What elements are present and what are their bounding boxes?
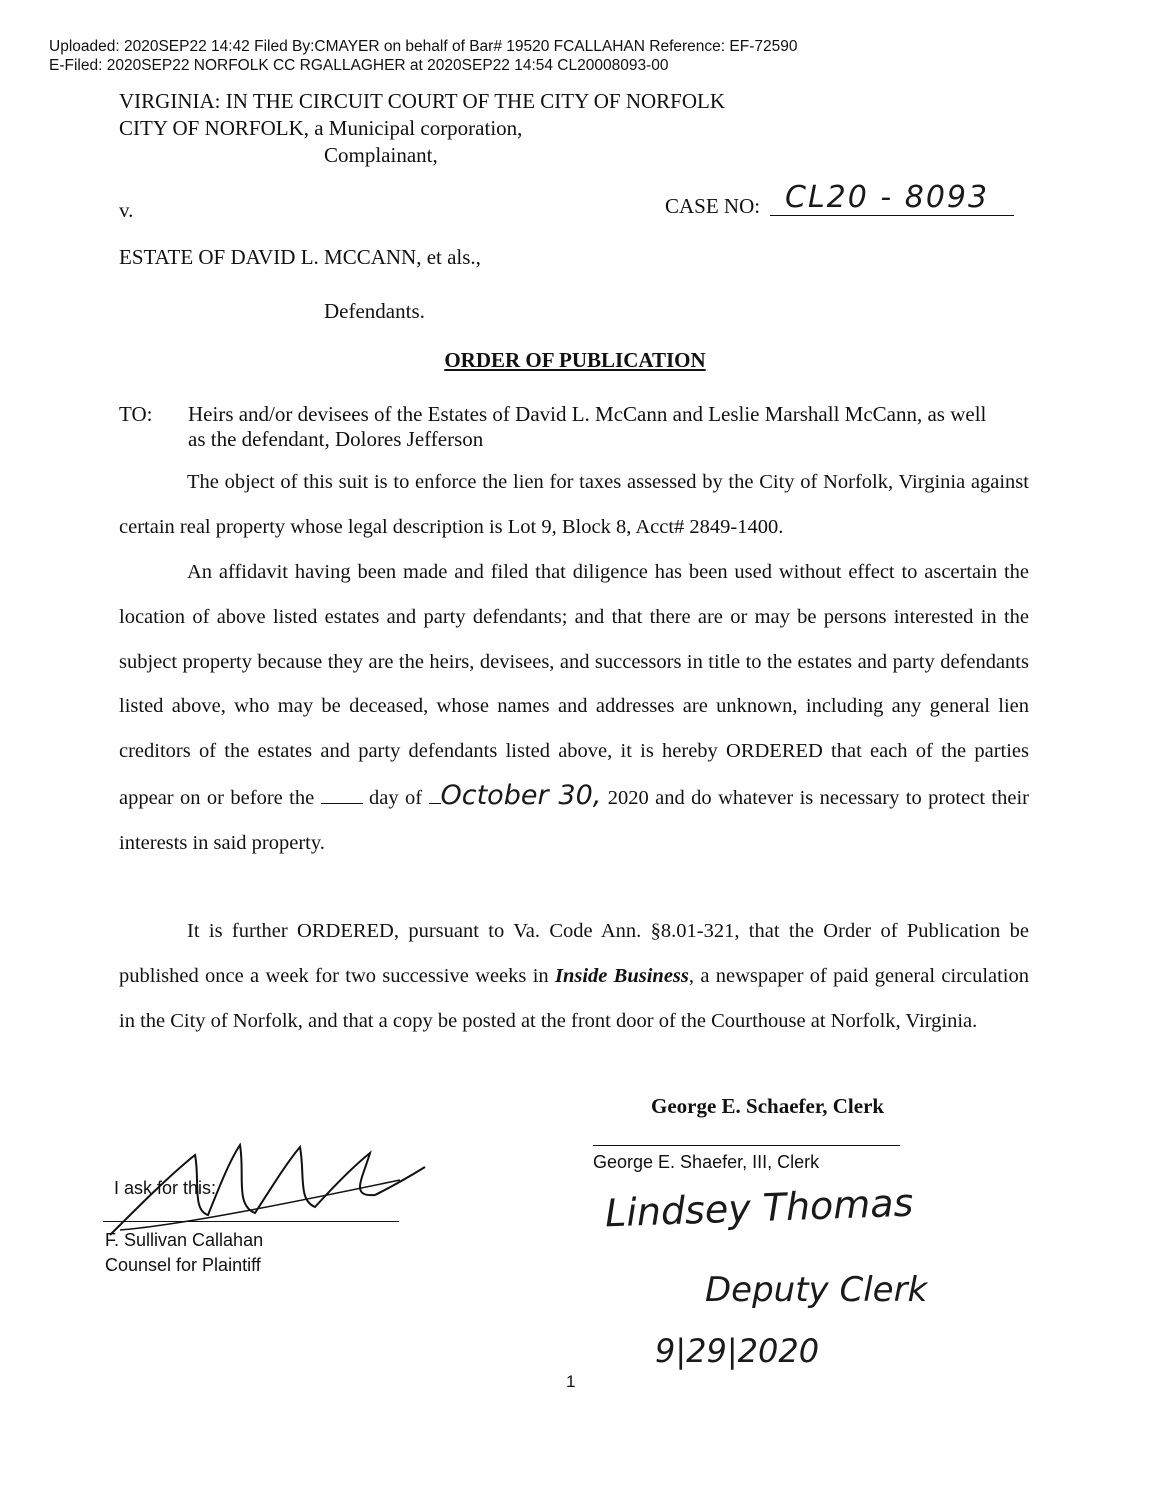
clerk-printed-name: George E. Shaefer, III, Clerk xyxy=(593,1152,820,1172)
clerk-stamped-name: George E. Schaefer, Clerk xyxy=(651,1094,885,1118)
counsel-name: F. Sullivan Callahan xyxy=(105,1230,264,1250)
paragraph-publication-part2: , a newspaper of paid general circulation in the City of Norfolk, and that a copy be posted at the front door of the Courthouse at Norfolk, Virginia. xyxy=(119,964,1030,1032)
handwritten-date: October 30, xyxy=(440,779,602,811)
to-label: TO: xyxy=(119,402,153,426)
efiling-stamp xyxy=(49,37,797,75)
paragraph-publication xyxy=(119,909,1029,1043)
newspaper-name: Inside Business xyxy=(554,964,689,987)
clerk-signature-line xyxy=(593,1145,900,1146)
year-and-rest: 2020 and do whatever is necessary to protect their interests in said property. xyxy=(119,786,1029,854)
efiling-stamp-line1: Uploaded: 2020SEP22 14:42 Filed By:CMAYER on behalf of Bar# 19520 FCALLAHAN Reference: EF-72590 xyxy=(49,38,798,55)
paragraph-affidavit xyxy=(119,550,1029,866)
day-blank xyxy=(321,803,363,804)
case-no-handwritten: CL20 - 8093 xyxy=(785,180,990,215)
counsel-signature-line xyxy=(103,1221,399,1222)
case-no-underline xyxy=(770,215,1014,216)
complainant-role: Complainant, xyxy=(324,143,438,167)
page-number: 1 xyxy=(566,1372,576,1391)
to-line-2: as the defendant, Dolores Jefferson xyxy=(188,427,484,451)
efiling-stamp-line2: E-Filed: 2020SEP22 NORFOLK CC RGALLAGHER at 2020SEP22 14:54 CL20008093-00 xyxy=(49,57,669,74)
paragraph-object-of-suit: The object of this suit is to enforce the lien for taxes assessed by the City of Norfolk, Virginia against certain real property whose legal description is Lot 9, Block 8, Acct# 2849-1400. xyxy=(119,471,1029,538)
case-no-label: CASE NO: xyxy=(665,194,761,218)
defendant-name: ESTATE OF DAVID L. MCCANN, et als., xyxy=(119,245,481,269)
versus: v. xyxy=(119,198,134,222)
deputy-clerk-title-handwritten: Deputy Clerk xyxy=(705,1270,928,1310)
counsel-role: Counsel for Plaintiff xyxy=(105,1255,261,1275)
handwritten-sign-date: 9|29|2020 xyxy=(655,1332,820,1370)
court-heading: VIRGINIA: IN THE CIRCUIT COURT OF THE CITY OF NORFOLK xyxy=(119,89,726,113)
date-blank xyxy=(429,803,441,804)
day-of-text: day of xyxy=(369,786,423,809)
to-line-1: Heirs and/or devisees of the Estates of David L. McCann and Leslie Marshall McCann, as well xyxy=(188,402,987,426)
defendant-role: Defendants. xyxy=(324,299,425,323)
paragraph-publication-part1: It is further ORDERED, pursuant to Va. Code Ann. §8.01-321, that the Order of Publication be published once a week for two successive weeks in xyxy=(119,920,1029,987)
ask-for-this-label: I ask for this: xyxy=(114,1178,217,1198)
paragraph-affidavit-main: An affidavit having been made and filed that diligence has been used without effect to ascertain the location of above listed estates and party defendants; and that there are or may be persons interested in the subject property because they are the heirs, devisees, and successors in title to the estates and party defendants listed above, who may be deceased, whose names and addresses are unknown, including any general lien creditors of the estates and party defendants listed above, it is hereby ORDERED that each of the parties appear on or before the xyxy=(119,561,1029,809)
deputy-clerk-signature: Lindsey Thomas xyxy=(604,1180,915,1236)
document-title: ORDER OF PUBLICATION xyxy=(444,348,706,372)
complainant-name: CITY OF NORFOLK, a Municipal corporation, xyxy=(119,116,523,140)
